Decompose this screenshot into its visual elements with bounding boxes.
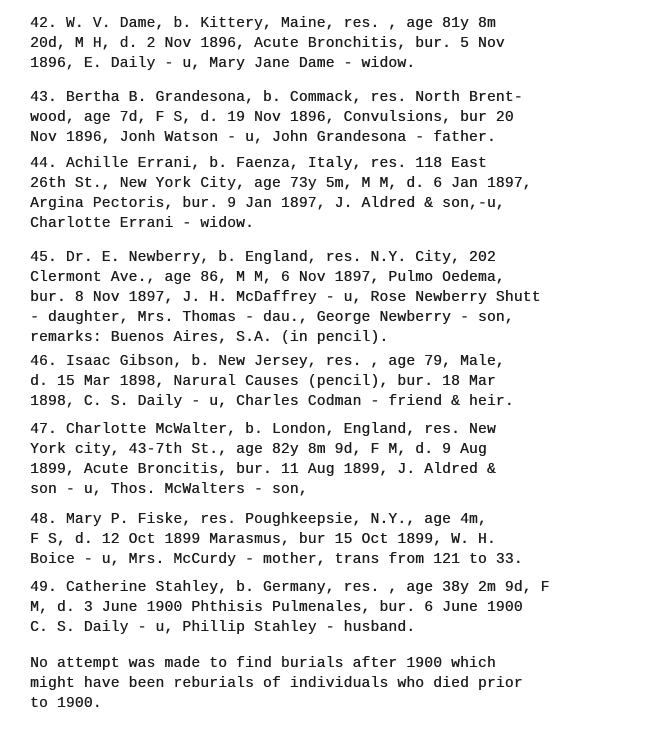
entry-line: F S, d. 12 Oct 1899 Marasmus, bur 15 Oct 1899, W. H. [30,532,496,548]
burial-entry-47 [30,420,642,500]
entry-line: bur. 8 Nov 1897, J. H. McDaffrey - u, Rose Newberry Shutt [30,290,541,306]
entry-line: M, d. 3 June 1900 Phthisis Pulmenales, bur. 6 June 1900 [30,600,523,616]
burial-entry-46 [30,352,642,412]
entry-line: 47. Charlotte McWalter, b. London, England, res. New [30,422,496,438]
entry-line: Clermont Ave., age 86, M M, 6 Nov 1897, Pulmo Oedema, [30,270,505,286]
entry-line: remarks: Buenos Aires, S.A. (in pencil). [30,330,389,346]
burial-entry-49 [30,578,642,638]
entry-line: 20d, M H, d. 2 Nov 1896, Acute Bronchitis, bur. 5 Nov [30,36,505,52]
entry-line: 1898, C. S. Daily - u, Charles Codman - friend & heir. [30,394,514,410]
entry-line: 46. Isaac Gibson, b. New Jersey, res. , age 79, Male, [30,354,505,370]
entry-line: Nov 1896, Jonh Watson - u, John Grandesona - father. [30,130,496,146]
burial-entry-45 [30,248,642,348]
entry-line: 45. Dr. E. Newberry, b. England, res. N.Y. City, 202 [30,250,496,266]
note-line: might have been reburials of individuals who died prior [30,676,523,692]
entry-line: 43. Bertha B. Grandesona, b. Commack, res. North Brent- [30,90,523,106]
burial-entry-48 [30,510,642,570]
entry-line: Boice - u, Mrs. McCurdy - mother, trans from 121 to 33. [30,552,523,568]
closing-note [30,654,642,714]
entry-line: d. 15 Mar 1898, Narural Causes (pencil), bur. 18 Mar [30,374,496,390]
entry-line: Charlotte Errani - widow. [30,216,254,232]
entry-line: 1899, Acute Broncitis, bur. 11 Aug 1899, J. Aldred & [30,462,496,478]
entry-line: son - u, Thos. McWalters - son, [30,482,308,498]
entry-line: C. S. Daily - u, Phillip Stahley - husband. [30,620,416,636]
burial-entry-44 [30,154,642,234]
entry-line: 26th St., New York City, age 73y 5m, M M, d. 6 Jan 1897, [30,176,532,192]
entry-line: Argina Pectoris, bur. 9 Jan 1897, J. Aldred & son,-u, [30,196,505,212]
entry-line: - daughter, Mrs. Thomas - dau., George Newberry - son, [30,310,514,326]
burial-entry-43 [30,88,642,148]
entry-line: 49. Catherine Stahley, b. Germany, res. , age 38y 2m 9d, F [30,580,550,596]
entry-line: 48. Mary P. Fiske, res. Poughkeepsie, N.Y., age 4m, [30,512,487,528]
entry-line: 1896, E. Daily - u, Mary Jane Dame - widow. [30,56,416,72]
note-line: No attempt was made to find burials after 1900 which [30,656,496,672]
burial-entry-42 [30,14,642,74]
entry-line: 42. W. V. Dame, b. Kittery, Maine, res. , age 81y 8m [30,16,496,32]
note-line: to 1900. [30,696,102,712]
entry-line: wood, age 7d, F S, d. 19 Nov 1896, Convulsions, bur 20 [30,110,514,126]
entry-line: York city, 43-7th St., age 82y 8m 9d, F M, d. 9 Aug [30,442,487,458]
entry-line: 44. Achille Errani, b. Faenza, Italy, res. 118 East [30,156,487,172]
